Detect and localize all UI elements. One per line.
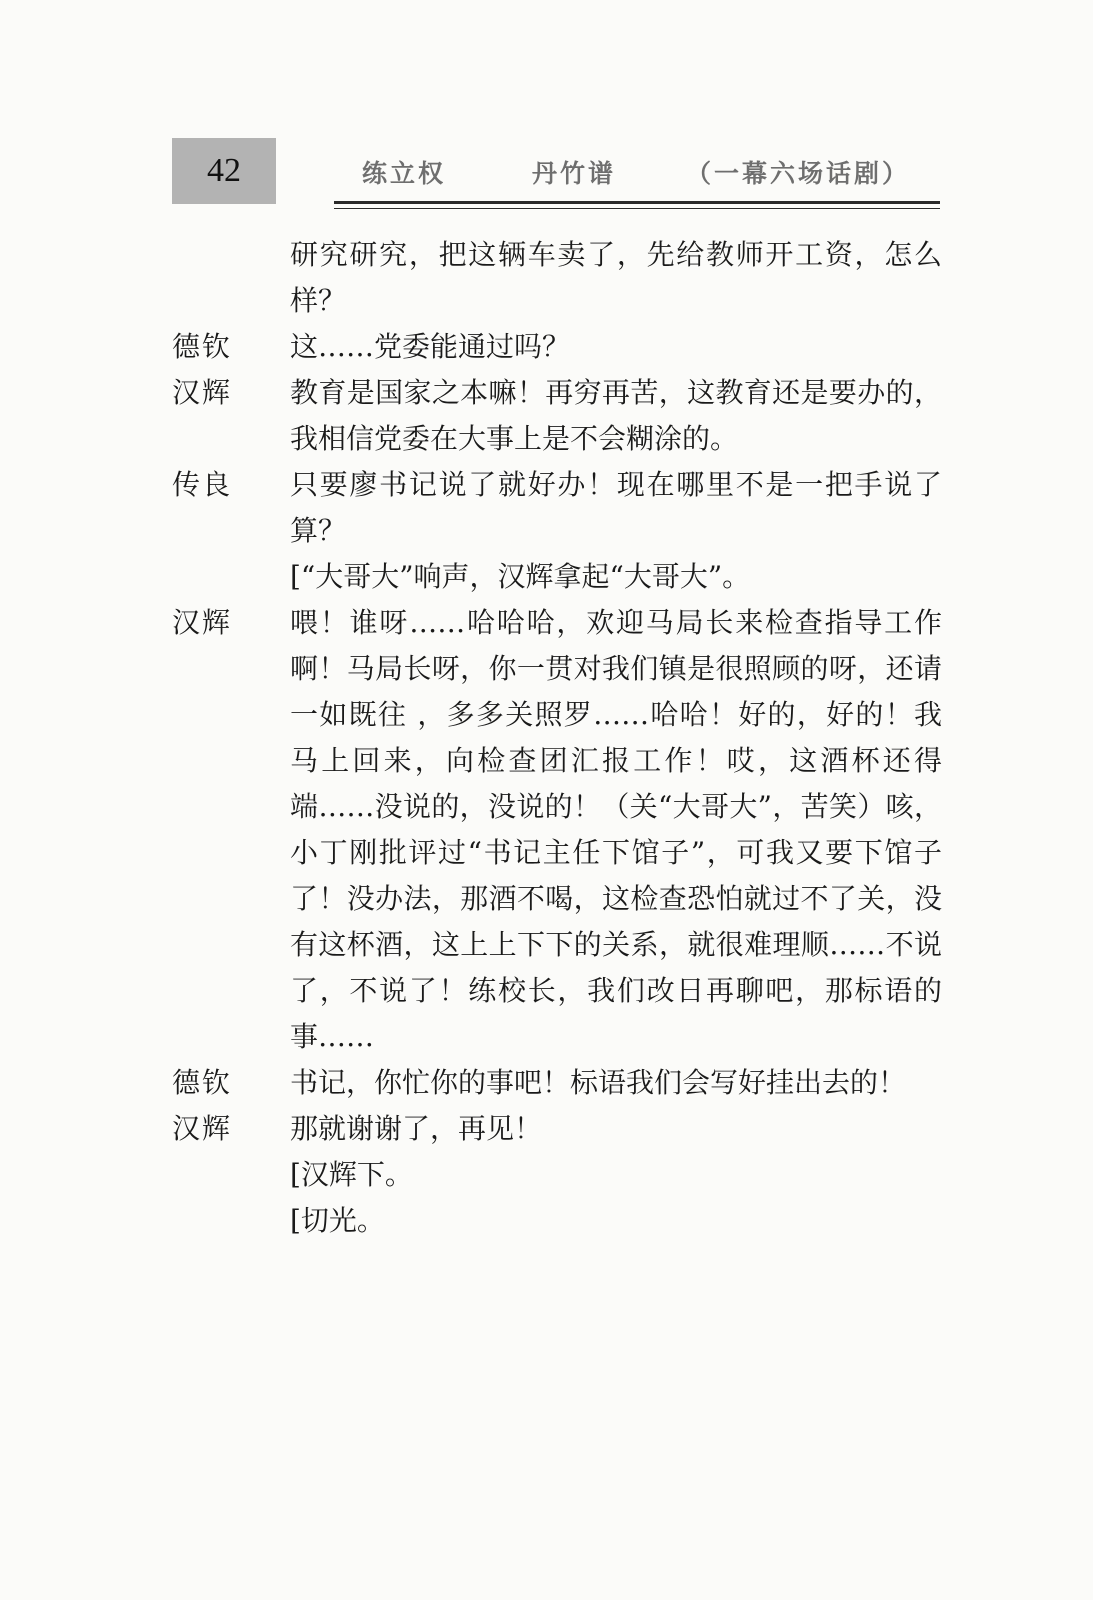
script-entry — [172, 1060, 942, 1106]
dialogue-text: 书记，你忙你的事吧！标语我们会写好挂出去的！ — [290, 1066, 907, 1099]
dialogue-text: 这……党委能通过吗？ — [290, 330, 571, 363]
dialogue-text: 只要廖书记说了就好办！现在哪里不是一把手说了算？ — [290, 468, 942, 547]
header-genre: （一幕六场话剧） — [686, 159, 911, 188]
dialogue-text: 那就谢谢了，再见！ — [290, 1112, 543, 1145]
running-header — [334, 146, 940, 192]
script-entry — [172, 600, 942, 1060]
speaker-name: 汉辉 — [172, 1112, 233, 1145]
script-entry — [172, 370, 942, 462]
stage-direction — [172, 1152, 942, 1198]
page-number-box — [172, 138, 276, 204]
header-rule-thick — [334, 201, 940, 204]
header-rule-thin — [334, 208, 940, 209]
stage-direction-text: [“大哥大”响声，汉辉拿起“大哥大”。 — [290, 560, 751, 593]
script-body — [172, 232, 942, 1244]
stage-direction-text: [切光。 — [290, 1204, 385, 1237]
stage-direction — [172, 1198, 942, 1244]
speaker-name: 德钦 — [172, 330, 233, 363]
header-title: 丹竹谱 — [532, 159, 617, 188]
script-entry — [172, 232, 942, 324]
page-number: 42 — [207, 152, 241, 189]
dialogue-text: 喂！谁呀……哈哈哈，欢迎马局长来检查指导工作啊！马局长呀，你一贯对我们镇是很照顾的呀，还请一如既往 ，多多关照罗……哈哈！好的，好的！我马上回来，向检查团汇报工作！哎，这酒杯还得端……没说的，没说的！（关“大哥大”，苦笑）咳，小丁刚批评过“书记主任下馆子”，可我又要下馆子了！没办法，那酒不喝，这检查恐怕就过不了关，没有这杯酒，这上上下下的关系，就很难理顺……不说了，不说了！练校长，我们改日再聊吧，那标语的事…… — [290, 606, 942, 1053]
speaker-name: 汉辉 — [172, 606, 233, 639]
script-entry — [172, 1106, 942, 1152]
dialogue-text: 教育是国家之本嘛！再穷再苦，这教育还是要办的，我相信党委在大事上是不会糊涂的。 — [290, 376, 942, 455]
speaker-name: 德钦 — [172, 1066, 233, 1099]
speaker-name: 汉辉 — [172, 376, 233, 409]
speaker-name: 传良 — [172, 468, 233, 501]
header-author: 练立权 — [362, 159, 447, 188]
script-entry — [172, 324, 942, 370]
script-entry — [172, 462, 942, 554]
stage-direction — [172, 554, 942, 600]
stage-direction-text: [汉辉下。 — [290, 1158, 413, 1191]
dialogue-text: 研究研究，把这辆车卖了，先给教师开工资，怎么样？ — [290, 238, 942, 317]
